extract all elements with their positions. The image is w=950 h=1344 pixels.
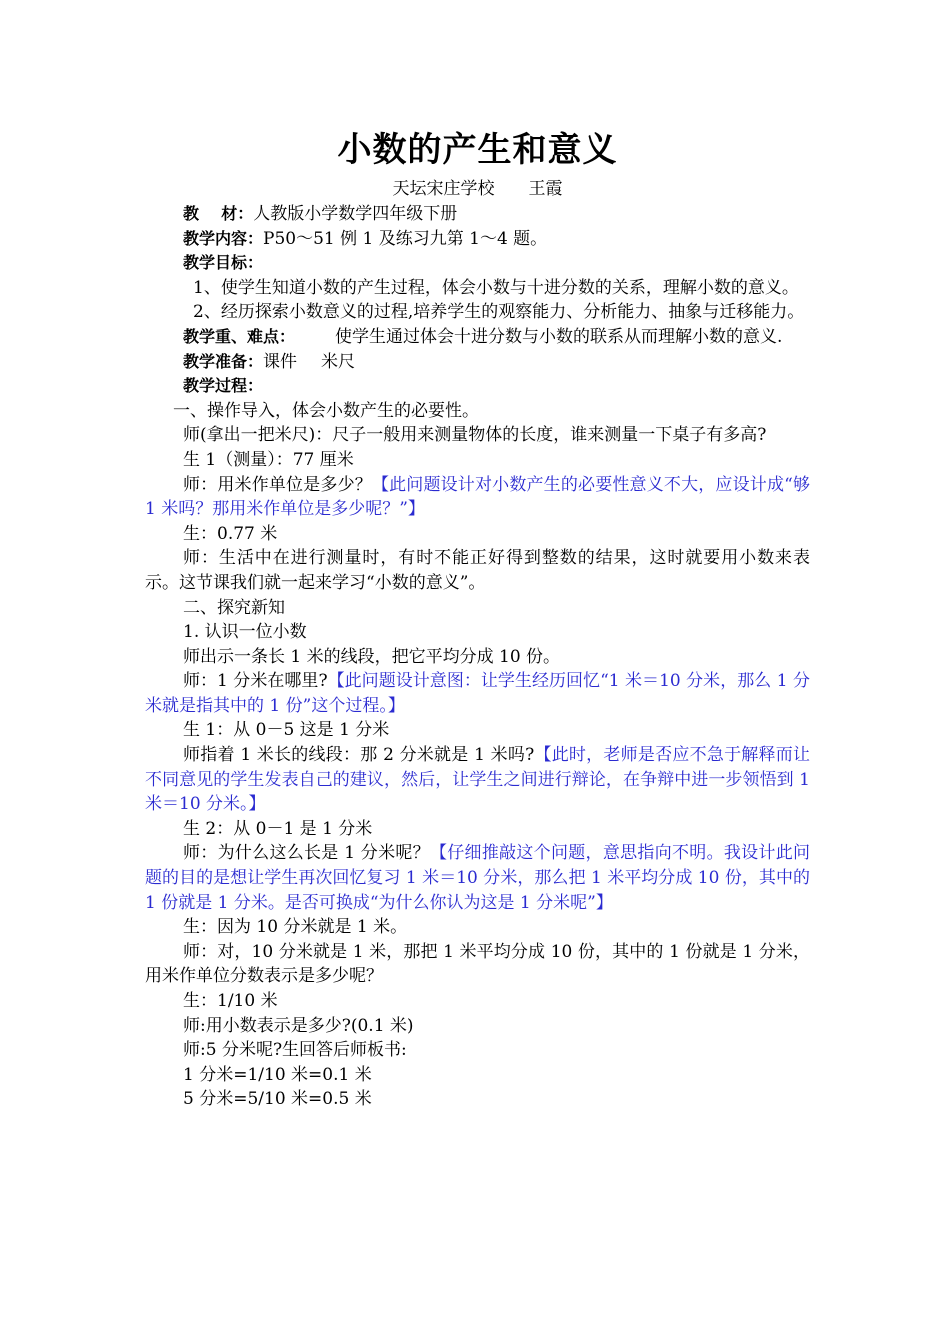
- paragraph-text: 师(拿出一把米尺)：尺子一般用来测量物体的长度，谁来测量一下桌子有多高?: [183, 425, 767, 446]
- author-name: 王霞: [528, 179, 563, 199]
- author-line: [145, 176, 810, 202]
- paragraph-text: 生：0.77 米: [183, 523, 278, 544]
- paragraph-text: 1 分米=1/10 米=0.1 米: [183, 1064, 372, 1085]
- document-title: 小数的产生和意义: [337, 130, 618, 170]
- paragraph-text: 二、探究新知: [183, 597, 285, 618]
- body-paragraph: [145, 1087, 810, 1112]
- review-note: 【仔细推敲这个问题，意思指向不明。我设计此问题的目的是想让学生再次回忆复习 1 米＝10 分米，那么把 1 米平均分成 10 份，其中的 1 份就是 1 分米。是否可换成“为什么你认为这是 1 分米呢”】: [145, 843, 811, 913]
- paragraph-text: 5 分米=5/10 米=0.5 米: [183, 1089, 372, 1110]
- paragraph-text: 生 2：从 0－1 是 1 分米: [183, 818, 373, 839]
- key-value: 使学生通过体会十进分数与小数的联系从而理解小数的意义.: [335, 326, 783, 347]
- paragraph-text: 师指着 1 米长的线段：那 2 分米就是 1 米吗?: [183, 745, 535, 766]
- body-paragraph: [145, 399, 810, 424]
- key-line: [145, 325, 810, 350]
- body-paragraph: [145, 817, 810, 842]
- paragraph-text: 生：1/10 米: [183, 991, 278, 1011]
- paragraph-text: 师：为什么这么长是 1 分米呢？: [183, 843, 430, 864]
- paragraph-text: 生 1（测量）：77 厘米: [183, 449, 354, 470]
- prep-item-1: 课件: [263, 351, 298, 372]
- paragraph-text: 师:用小数表示是多少?(0.1 米): [183, 1015, 414, 1036]
- body-paragraph: [145, 522, 810, 547]
- body-paragraph: [145, 743, 810, 817]
- paragraph-text: 师出示一条长 1 米的线段，把它平均分成 10 份。: [183, 646, 561, 667]
- process-heading: [145, 374, 810, 399]
- body-paragraph: [145, 841, 810, 915]
- paragraph-text: 师:5 分米呢?生回答后师板书:: [183, 1040, 407, 1061]
- review-note: 【此问题设计对小数产生的必要性意义不大，应设计成“够 1 米吗？那用米作单位是多少呢？”】: [145, 474, 811, 520]
- body-paragraph: [145, 940, 810, 989]
- body-paragraph: [145, 620, 810, 645]
- paragraph-text: 生 1：从 0－5 这是 1 分米: [183, 720, 390, 741]
- prep-line: [145, 350, 810, 375]
- key-label: 教学重、难点：: [183, 326, 296, 346]
- prep-label: 教学准备：: [183, 351, 264, 371]
- goals-heading: [145, 251, 810, 276]
- goal-2: 2、经历探索小数意义的过程,培养学生的观察能力、分析能力、抽象与迁移能力。: [193, 302, 805, 323]
- body-paragraph: [145, 473, 810, 522]
- body-paragraph: [145, 423, 810, 448]
- body-paragraph: [145, 645, 810, 670]
- paragraph-text: 师：1 分米在哪里?: [183, 671, 328, 692]
- content-line: [145, 227, 810, 252]
- material-label: 教 材：: [183, 204, 254, 223]
- body-paragraph: [145, 546, 810, 595]
- prep-item-2: 米尺: [321, 351, 356, 372]
- content-value: P50～51 例 1 及练习九第 1～4 题。: [263, 228, 548, 249]
- document-page: [145, 120, 810, 1112]
- paragraph-text: 1. 认识一位小数: [183, 622, 307, 643]
- body-paragraph: [145, 1014, 810, 1039]
- body-paragraph: [145, 1038, 810, 1063]
- body-paragraph: [145, 915, 810, 940]
- body-paragraph: [145, 596, 810, 621]
- body-paragraph: [145, 718, 810, 743]
- review-note: 【此问题设计意图：让学生经历回忆“1 米＝10 分米，那么 1 分米就是指其中的 1 份”这个过程。】: [145, 671, 810, 716]
- material-value: 人教版小学数学四年级下册: [253, 204, 458, 224]
- paragraph-text: 生：因为 10 分米就是 1 米。: [183, 917, 408, 938]
- process-label: 教学过程：: [183, 376, 264, 396]
- paragraph-text: 师：生活中在进行测量时，有时不能正好得到整数的结果，这时就要用小数来表示。这节课我们就一起来学习“小数的意义”。: [145, 548, 810, 593]
- goal-1: 1、使学生知道小数的产生过程，体会小数与十进分数的关系，理解小数的意义。: [193, 277, 799, 298]
- review-note: 【此时，老师是否应不急于解释而让不同意见的学生发表自己的建议，然后，让学生之间进行辩论，在争辩中进一步领悟到 1 米＝10 分米。】: [145, 745, 811, 815]
- paragraph-text: 师：对，10 分米就是 1 米，那把 1 米平均分成 10 份，其中的 1 份就是 1 分米，用米作单位分数表示是多少呢？: [145, 941, 810, 987]
- content-label: 教学内容：: [183, 228, 264, 248]
- material-line: [145, 202, 810, 227]
- body-paragraph: [145, 989, 810, 1014]
- paragraph-text: 师：用米作单位是多少？: [183, 474, 372, 495]
- author-school: 天坛宋庄学校: [392, 179, 495, 199]
- paragraph-text: 一、操作导入，体会小数产生的必要性。: [173, 400, 479, 421]
- body-paragraph: [145, 1063, 810, 1088]
- lesson-body: [145, 399, 810, 1112]
- body-paragraph: [145, 669, 810, 718]
- goals-label: 教学目标：: [183, 253, 264, 273]
- body-paragraph: [145, 448, 810, 473]
